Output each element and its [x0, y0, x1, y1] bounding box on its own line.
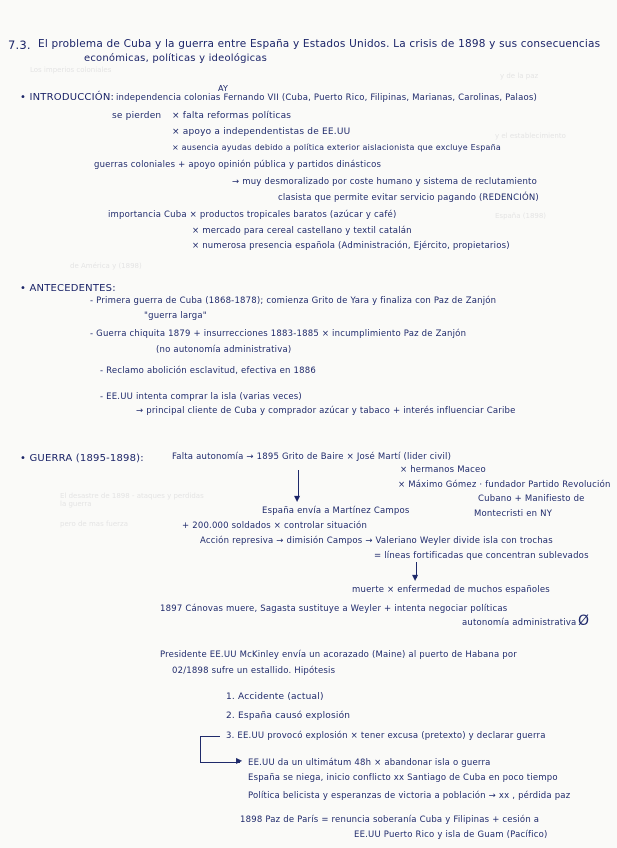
hypothesis-item: 1. Accidente (actual) — [226, 692, 324, 702]
ghost-text: pero de mas fuerza — [60, 520, 128, 528]
ghost-text: de América y (1898) — [70, 262, 142, 270]
intro-line: × ausencia ayudas debido a política exterior aislacionista que excluye España — [172, 143, 501, 152]
hypothesis-item: 2. España causó explosión — [226, 711, 351, 721]
antecedentes-line: "guerra larga" — [144, 311, 207, 321]
bracket-line — [200, 736, 201, 762]
guerra-line: Falta autonomía → 1895 Grito de Baire × José Martí (lider civil) — [172, 452, 452, 462]
ghost-text: Los imperios coloniales — [30, 66, 112, 74]
guerra-line: Presidente EE.UU McKinley envía un acorazado (Maine) al puerto de Habana por — [160, 650, 517, 660]
ghost-text: la guerra — [60, 500, 92, 508]
guerra-line: + 200.000 soldados × controlar situación — [182, 521, 368, 531]
guerra-line: España se niega, inicio conflicto xx Santiago de Cuba en poco tiempo — [248, 773, 558, 783]
intro-line: clasista que permite evitar servicio pagando (REDENCIÓN) — [278, 193, 539, 203]
intro-line: × falta reformas políticas — [172, 111, 292, 121]
ghost-text: España (1898) — [495, 212, 547, 220]
title-number: 7.3. — [8, 38, 31, 52]
intro-line: independencia colonias Fernando VII (Cuba, Puerto Rico, Filipinas, Marianas, Carolinas, Palaos) — [116, 93, 538, 103]
antecedentes-line: → principal cliente de Cuba y comprador azúcar y tabaco + interés influenciar Caribe — [136, 406, 516, 416]
guerra-line: España envía a Martínez Campos — [262, 506, 410, 516]
title-line-2: económicas, políticas y ideológicas — [84, 53, 268, 64]
hypothesis-item: 3. EE.UU provocó explosión × tener excusa (pretexto) y declarar guerra — [226, 731, 546, 741]
intro-line: guerras coloniales + apoyo opinión pública y partidos dinásticos — [94, 160, 382, 170]
guerra-line: muerte × enfermedad de muchos españoles — [352, 585, 550, 595]
antecedentes-line: - Reclamo abolición esclavitud, efectiva en 1886 — [100, 366, 316, 376]
ghost-text: El desastre de 1898 - ataques y perdidas — [60, 492, 204, 500]
antecedentes-line: - Guerra chiquita 1879 + insurrecciones 1883-1885 × incumplimiento Paz de Zanjón — [90, 329, 467, 339]
title-line-1: El problema de Cuba y la guerra entre España y Estados Unidos. La crisis de 1898 y sus consecuencias — [38, 38, 601, 50]
ghost-text: y de la paz — [500, 72, 539, 80]
antecedentes-line: (no autonomía administrativa) — [156, 345, 292, 355]
intro-sup: AY — [218, 84, 229, 93]
antecedentes-heading: • ANTECEDENTES: — [20, 283, 116, 294]
intro-line: → muy desmoralizado por coste humano y sistema de reclutamiento — [232, 177, 537, 187]
guerra-line: Montecristi en NY — [474, 509, 553, 519]
intro-line: se pierden — [112, 111, 162, 121]
intro-line: importancia Cuba × productos tropicales baratos (azúcar y café) — [108, 210, 397, 220]
intro-heading: • INTRODUCCIÓN: — [20, 92, 115, 103]
intro-line: × mercado para cereal castellano y textil catalán — [192, 226, 412, 236]
empty-set-mark: Ø — [578, 613, 590, 629]
guerra-line: Acción represiva → dimisión Campos → Valeriano Weyler divide isla con trochas — [200, 536, 553, 546]
guerra-line: EE.UU Puerto Rico y isla de Guam (Pacífico) — [354, 830, 548, 840]
guerra-line: Cubano + Manifiesto de — [478, 494, 585, 504]
ghost-text: y el establecimiento — [495, 132, 566, 140]
bracket-line — [200, 736, 220, 737]
arrow-head: ▼ — [412, 573, 419, 582]
guerra-line: 02/1898 sufre un estallido. Hipótesis — [172, 666, 336, 676]
guerra-line: autonomía administrativa — [462, 618, 577, 628]
arrow-head: ▶ — [236, 756, 243, 765]
guerra-line: Política belicista y esperanzas de victoria a población → xx , pérdida paz — [248, 791, 571, 801]
intro-line: × numerosa presencia española (Administración, Ejército, propietarios) — [192, 241, 510, 251]
guerra-line: × hermanos Maceo — [400, 465, 486, 475]
antecedentes-line: - Primera guerra de Cuba (1868-1878); comienza Grito de Yara y finaliza con Paz de Zanjón — [90, 296, 497, 306]
bracket-line — [200, 762, 240, 763]
guerra-line: × Máximo Gómez · fundador Partido Revolución — [398, 480, 611, 490]
guerra-line: 1897 Cánovas muere, Sagasta sustituye a Weyler + intenta negociar políticas — [160, 604, 508, 614]
intro-line: × apoyo a independentistas de EE.UU — [172, 127, 351, 137]
arrow-head: ▼ — [294, 494, 301, 503]
guerra-line: = líneas fortificadas que concentran sublevados — [374, 551, 589, 561]
guerra-line: EE.UU da un ultimátum 48h × abandonar isla o guerra — [248, 758, 491, 768]
guerra-heading: • GUERRA (1895-1898): — [20, 453, 144, 464]
guerra-line: 1898 Paz de París = renuncia soberanía Cuba y Filipinas + cesión a — [240, 815, 540, 825]
antecedentes-line: - EE.UU intenta comprar la isla (varias veces) — [100, 392, 302, 402]
